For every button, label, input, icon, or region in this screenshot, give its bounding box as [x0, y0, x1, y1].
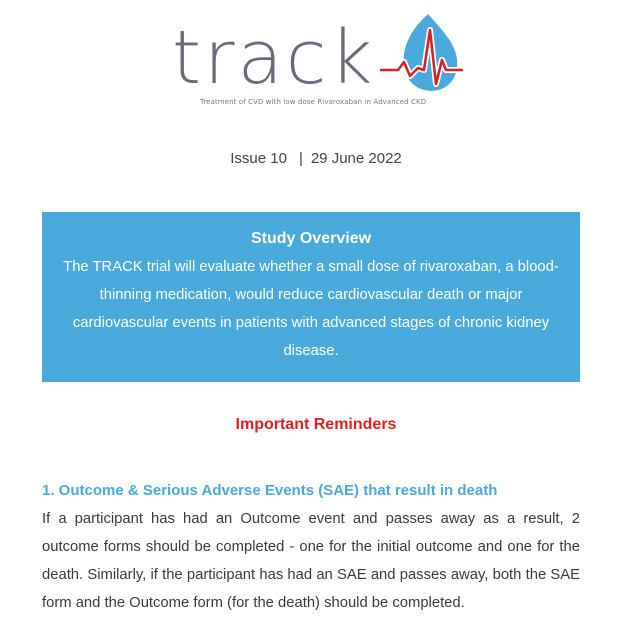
- study-overview-text: The TRACK trial will evaluate whether a small dose of rivaroxaban, a blood-thinning medication, would reduce cardiovascular death or major cardiovascular events in patients with advanced stages of chronic kidney disease.: [63, 259, 559, 359]
- issue-date: 29 June 2022: [310, 150, 402, 167]
- issue-separator: |: [298, 150, 303, 167]
- study-overview-title: Study Overview: [250, 230, 372, 247]
- study-overview-box: [42, 212, 580, 382]
- logo-tagline: Treatment of CVD with low dose Rivaroxaban in Advanced CKD: [200, 98, 427, 106]
- issue-info: [0, 150, 632, 167]
- track-logo-wordmark: track: [172, 15, 376, 101]
- kidney-drop-pulse-icon: [380, 10, 470, 100]
- newsletter-header: [0, 0, 632, 128]
- reminder-body: If a participant has had an Outcome event and passes away as a result, 2 outcome forms should be completed - one for the initial outcome and one for the death. Similarly, if the participant has had an SAE and passes away, both the SAE form and the Outcome form (for the death) should be completed.: [42, 511, 580, 611]
- reminder-heading: 1. Outcome & Serious Adverse Events (SAE) that result in death: [42, 482, 498, 499]
- important-reminders-title: Important Reminders: [235, 416, 397, 433]
- issue-number: Issue 10: [230, 150, 287, 167]
